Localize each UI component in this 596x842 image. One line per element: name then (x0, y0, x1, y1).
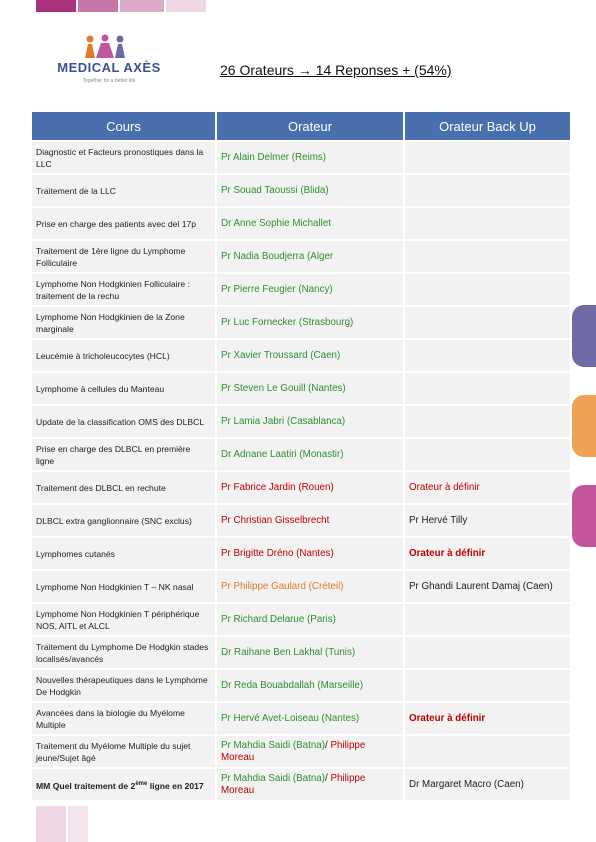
cours-cell (32, 769, 215, 800)
backup-cell: Orateur à définir (405, 703, 570, 734)
orateur-cell: Pr Christian Gisselbrecht (217, 505, 403, 536)
backup-cell (405, 175, 570, 206)
table-row (32, 538, 570, 569)
page-title: 26 Orateurs → 14 Reponses + (54%) (220, 62, 452, 78)
table-row (32, 241, 570, 272)
cours-cell: Diagnostic et Facteurs pronostiques dans la LLC (32, 142, 215, 173)
table-row (32, 406, 570, 437)
orateur-cell: Pr Pierre Feugier (Nancy) (217, 274, 403, 305)
backup-cell (405, 604, 570, 635)
orateur-cell: Dr Raihane Ben Lakhal (Tunis) (217, 637, 403, 668)
backup-cell (405, 142, 570, 173)
table-row (32, 208, 570, 239)
orateur-cell: Pr Souad Taoussi (Blida) (217, 175, 403, 206)
orateur-cell: Pr Luc Fornecker (Strasbourg) (217, 307, 403, 338)
table-row (32, 736, 570, 767)
cours-cell: Prise en charge des DLBCL en première ligne (32, 439, 215, 470)
cours-cell: Avancées dans la biologie du Myélome Multiple (32, 703, 215, 734)
table-row (32, 142, 570, 173)
cours-superscript: ème (135, 780, 148, 787)
table-row (32, 703, 570, 734)
column-header-backup: Orateur Back Up (405, 112, 570, 140)
table-row (32, 307, 570, 338)
backup-cell (405, 208, 570, 239)
cours-cell: Nouvelles thérapeutiques dans le Lymphome De Hodgkin (32, 670, 215, 701)
backup-cell: Orateur à définir (405, 472, 570, 503)
cours-cell: Prise en charge des patients avec del 17p (32, 208, 215, 239)
cours-cell: Traitement du Myélome Multiple du sujet jeune/Sujet âgé (32, 736, 215, 767)
backup-cell (405, 736, 570, 767)
top-deco-bar-2 (78, 0, 118, 12)
cours-cell: Traitement des DLBCL en rechute (32, 472, 215, 503)
orateur-separator: / (325, 772, 331, 784)
table-row (32, 670, 570, 701)
bottom-deco-bar-2 (68, 806, 88, 842)
table-row (32, 505, 570, 536)
cours-cell: Traitement de la LLC (32, 175, 215, 206)
cours-cell: Lymphomes cutanés (32, 538, 215, 569)
orateur-cell (217, 736, 403, 767)
cours-cell: Traitement du Lymphome De Hodgkin stades localisés/avancés (32, 637, 215, 668)
orateur-cell: Pr Fabrice Jardin (Rouen) (217, 472, 403, 503)
top-deco-bar-4 (166, 0, 206, 12)
cours-cell: Lymphome à cellules du Manteau (32, 373, 215, 404)
orateur-cell: Pr Philippe Gaulard (Créteil) (217, 571, 403, 602)
column-header-orateur: Orateur (217, 112, 403, 140)
side-tab-orange (572, 395, 596, 457)
cours-part: MM Quel traitement de 2 (36, 780, 136, 791)
backup-cell (405, 439, 570, 470)
orateur-part: Philippe Moreau (221, 739, 366, 763)
logo-name: MEDICAL AXÈS (57, 60, 161, 75)
backup-cell (405, 274, 570, 305)
backup-cell (405, 373, 570, 404)
side-tab-pink (572, 485, 596, 547)
backup-cell (405, 340, 570, 371)
cours-cell: Lymphome Non Hodgkinien Folliculaire : traitement de la rechu (32, 274, 215, 305)
orateur-cell: Dr Adnane Laatiri (Monastir) (217, 439, 403, 470)
backup-cell (405, 241, 570, 272)
backup-cell (405, 670, 570, 701)
cours-part: ligne en 2017 (147, 780, 204, 791)
cours-cell: DLBCL extra ganglionnaire (SNC exclus) (32, 505, 215, 536)
table-row (32, 472, 570, 503)
backup-cell: Orateur à définir (405, 538, 570, 569)
side-tab-purple (572, 305, 596, 367)
bottom-deco-bar-1 (36, 806, 66, 842)
cours-cell: Update de la classification OMS des DLBCL (32, 406, 215, 437)
table-row (32, 769, 570, 800)
cours-cell: Traitement de 1ère ligne du Lymphome Folliculaire (32, 241, 215, 272)
orateur-part: Philippe Moreau (221, 772, 366, 796)
table-row (32, 604, 570, 635)
table-row (32, 175, 570, 206)
orateur-cell: Pr Lamia Jabri (Casablanca) (217, 406, 403, 437)
orateur-cell: Dr Anne Sophie Michallet (217, 208, 403, 239)
orateur-cell: Pr Richard Delarue (Paris) (217, 604, 403, 635)
table-header-row (32, 112, 570, 140)
top-deco-bar-3 (120, 0, 164, 12)
backup-cell: Pr Ghandi Laurent Damaj (Caen) (405, 571, 570, 602)
backup-cell: Dr Margaret Macro (Caen) (405, 769, 570, 800)
cours-cell: Lymphome Non Hodgkinien T périphérique NOS, AITL et ALCL (32, 604, 215, 635)
cours-cell: Lymphome Non Hodgkinien de la Zone marginale (32, 307, 215, 338)
backup-cell (405, 406, 570, 437)
orateur-cell: Dr Reda Bouabdallah (Marseille) (217, 670, 403, 701)
orateur-cell: Pr Brigitte Dréno (Nantes) (217, 538, 403, 569)
column-header-cours: Cours (32, 112, 215, 140)
table-row (32, 571, 570, 602)
orateur-cell: Pr Steven Le Gouill (Nantes) (217, 373, 403, 404)
orateur-part: Pr Mahdia Saidi (Batna) (221, 739, 326, 751)
logo-tagline: Together for a better life (82, 78, 136, 84)
backup-cell (405, 637, 570, 668)
medical-axes-logo (54, 34, 164, 94)
orateur-cell: Pr Nadia Boudjerra (Alger (217, 241, 403, 272)
table-row (32, 274, 570, 305)
table-row (32, 373, 570, 404)
orateur-cell (217, 769, 403, 800)
orateur-separator: / (325, 739, 331, 751)
orateur-cell: Pr Xavier Troussard (Caen) (217, 340, 403, 371)
table-row (32, 439, 570, 470)
table-row (32, 637, 570, 668)
orateur-cell: Pr Alain Delmer (Reims) (217, 142, 403, 173)
backup-cell (405, 307, 570, 338)
orateur-cell: Pr Hervé Avet-Loiseau (Nantes) (217, 703, 403, 734)
logo-people-icon (82, 34, 128, 60)
speakers-table (30, 110, 572, 802)
cours-cell: Leucémie à tricholeucocytes (HCL) (32, 340, 215, 371)
backup-cell: Pr Hervé Tilly (405, 505, 570, 536)
table-row (32, 340, 570, 371)
cours-cell: Lymphome Non Hodgkinien T – NK nasal (32, 571, 215, 602)
top-deco-bar-1 (36, 0, 76, 12)
orateur-part: Pr Mahdia Saidi (Batna) (221, 772, 326, 784)
